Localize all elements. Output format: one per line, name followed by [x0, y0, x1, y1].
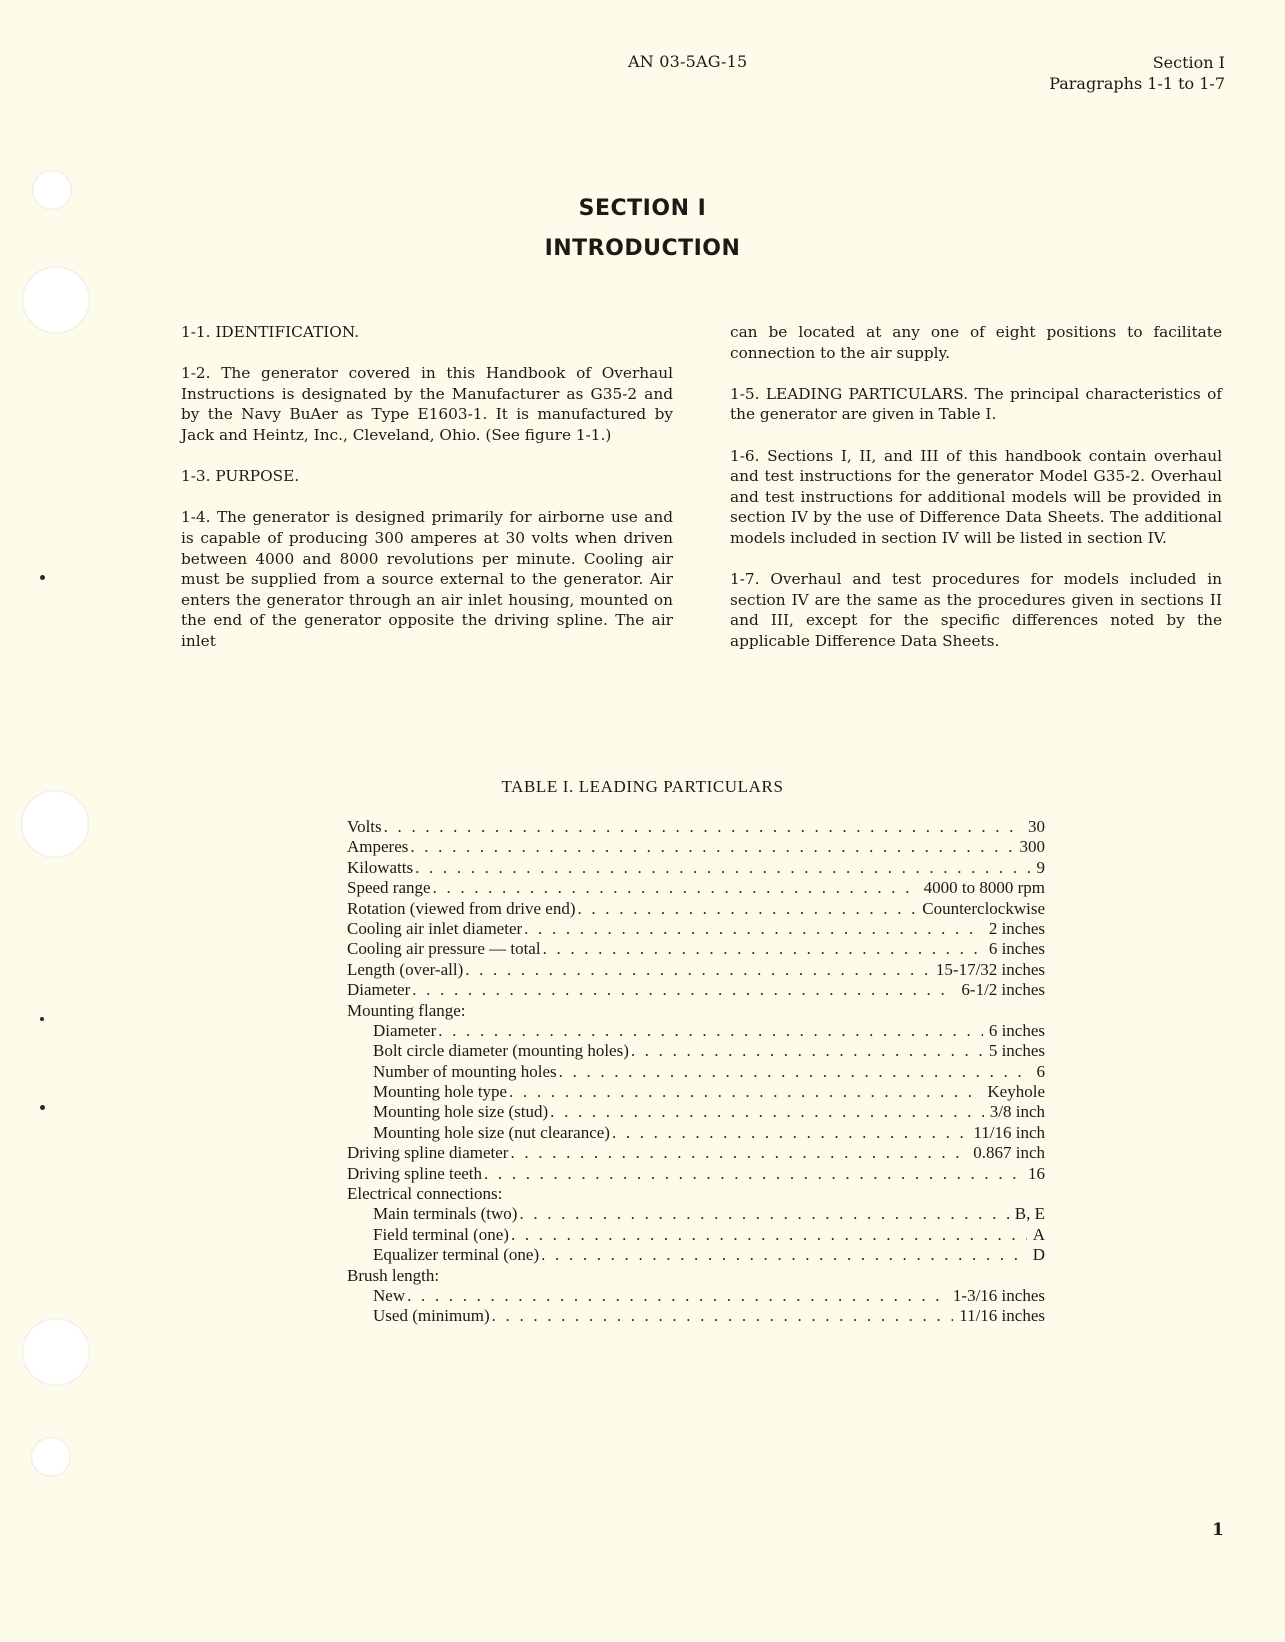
- table-row: [347, 1245, 1045, 1265]
- table-row: [347, 1021, 1045, 1041]
- row-value: A: [1032, 1224, 1045, 1244]
- paragraph-range: Paragraphs 1-1 to 1-7: [1049, 74, 1225, 93]
- dot-leader: [541, 1245, 1027, 1265]
- row-value: D: [1032, 1245, 1045, 1265]
- paragraph-1-1: 1-1. IDENTIFICATION.: [181, 323, 360, 341]
- dot-leader: [543, 939, 983, 959]
- paragraph-1-3: 1-3. PURPOSE.: [181, 467, 300, 486]
- scan-mark: [40, 1017, 44, 1021]
- row-label: Speed range: [347, 878, 431, 898]
- table-row: [347, 899, 1045, 919]
- table-row: [347, 1041, 1045, 1061]
- row-value: 300: [1019, 837, 1045, 857]
- table-row: [347, 1143, 1045, 1163]
- paragraph-1-7: 1-7. Overhaul and test procedures for models included in section IV are the same as the procedures given in sections II and III, except for the specific differences noted by the applicable Difference Data Sheets.: [730, 570, 1222, 650]
- table-row: [347, 1225, 1045, 1245]
- group-label: Mounting flange:: [347, 1000, 466, 1020]
- row-label: Mounting hole size (stud): [373, 1102, 549, 1122]
- row-value: 6 inches: [988, 939, 1045, 959]
- section-reference: [1049, 52, 1225, 94]
- row-label: Rotation (viewed from drive end): [347, 898, 576, 918]
- dot-leader: [415, 858, 1030, 878]
- left-column: [181, 322, 673, 672]
- row-value: 11/16 inches: [959, 1306, 1045, 1326]
- row-label: Amperes: [347, 837, 409, 857]
- page-number: 1: [1212, 1520, 1224, 1540]
- table-row: [347, 980, 1045, 1000]
- paragraph-1-2: 1-2. The generator covered in this Handbook of Overhaul Instructions is designated by the Manufacturer as G35-2 and by the Navy BuAer as Type E1603-1. It is manufactured by Jack and Heintz, Inc., Cleveland, Ohio. (See figure 1-1.): [181, 364, 673, 444]
- row-value: 30: [1028, 817, 1045, 836]
- dot-leader: [412, 980, 955, 1000]
- table-row: [347, 1102, 1045, 1122]
- dot-leader: [578, 899, 917, 919]
- table-row: [347, 919, 1045, 939]
- dot-leader: [519, 1204, 1008, 1224]
- row-value: B, E: [1014, 1204, 1045, 1224]
- row-label: Field terminal (one): [373, 1224, 509, 1244]
- row-label: Cooling air pressure — total: [347, 939, 541, 959]
- table-row: [347, 939, 1045, 959]
- right-column: [730, 322, 1222, 672]
- dot-leader: [524, 919, 983, 939]
- dot-leader: [465, 960, 930, 980]
- table-group-header: [347, 1001, 1045, 1021]
- dot-leader: [612, 1123, 967, 1143]
- dot-leader: [511, 1225, 1027, 1245]
- table-title: TABLE I. LEADING PARTICULARS: [501, 777, 784, 796]
- row-value: Keyhole: [987, 1082, 1045, 1102]
- row-value: 3/8 inch: [989, 1102, 1045, 1122]
- row-label: Mounting hole type: [373, 1082, 508, 1102]
- table-row: [347, 817, 1045, 837]
- row-label: Driving spline teeth: [347, 1163, 483, 1183]
- paragraph-1-5: 1-5. LEADING PARTICULARS. The principal characteristics of the generator are given in Table I.: [730, 384, 1222, 424]
- row-value: 6 inches: [988, 1020, 1045, 1040]
- dot-leader: [407, 1286, 947, 1306]
- table-row: [347, 960, 1045, 980]
- row-value: 11/16 inch: [973, 1122, 1045, 1142]
- dot-leader: [438, 1021, 983, 1041]
- table-row: [347, 1286, 1045, 1306]
- dot-leader: [559, 1062, 1031, 1082]
- row-label: Diameter: [373, 1020, 437, 1040]
- group-label: Electrical connections:: [347, 1184, 503, 1204]
- row-value: 0.867 inch: [973, 1143, 1045, 1163]
- paragraph-1-4-continued: can be located at any one of eight positions to facilitate connection to the air supply.: [730, 323, 1222, 362]
- row-value: 6-1/2 inches: [961, 980, 1045, 1000]
- table-row: [347, 837, 1045, 857]
- section-title: SECTION I: [578, 196, 707, 221]
- row-value: Counterclockwise: [922, 898, 1045, 918]
- paragraph-1-6: 1-6. Sections I, II, and III of this handbook contain overhaul and test instructions for the generator Model G35-2. Overhaul and test instructions for additional models will be provided in section IV by the use of Difference Data Sheets. The additional models included in section IV will be listed in section IV.: [730, 446, 1222, 547]
- dot-leader: [509, 1082, 981, 1102]
- document-number: AN 03-5AG-15: [628, 52, 748, 71]
- row-label: Used (minimum): [373, 1306, 490, 1326]
- punch-hole: [22, 266, 90, 334]
- table-row: [347, 1306, 1045, 1326]
- row-label: Main terminals (two): [373, 1204, 518, 1224]
- row-label: Volts: [347, 817, 382, 836]
- punch-hole: [21, 790, 89, 858]
- punch-hole: [31, 1437, 71, 1477]
- row-value: 1-3/16 inches: [952, 1285, 1045, 1305]
- row-value: 9: [1036, 857, 1045, 877]
- leading-particulars-table: [347, 817, 1045, 1327]
- dot-leader: [631, 1041, 983, 1061]
- row-value: 2 inches: [988, 918, 1045, 938]
- row-label: Mounting hole size (nut clearance): [373, 1122, 610, 1142]
- row-value: 5 inches: [988, 1041, 1045, 1061]
- dot-leader: [510, 1143, 967, 1163]
- row-value: 6: [1036, 1061, 1045, 1081]
- dot-leader: [433, 878, 918, 898]
- row-value: 16: [1028, 1163, 1045, 1183]
- row-label: Bolt circle diameter (mounting holes): [373, 1041, 629, 1061]
- row-label: Number of mounting holes: [373, 1061, 557, 1081]
- section-label: Section I: [1152, 53, 1225, 72]
- paragraph-1-4: 1-4. The generator is designed primarily for airborne use and is capable of producing 300 amperes at 30 volts when driven between 4000 and 8000 revolutions per minute. Cooling air must be supplied from a source external to the generator. Air enters the generator through an air inlet housing, mounted on the end of the generator opposite the driving spline. The air inlet: [181, 508, 673, 650]
- table-group-header: [347, 1184, 1045, 1204]
- dot-leader: [384, 817, 1022, 837]
- table-group-header: [347, 1266, 1045, 1286]
- row-label: Equalizer terminal (one): [373, 1245, 540, 1265]
- table-row: [347, 858, 1045, 878]
- row-label: Driving spline diameter: [347, 1143, 509, 1163]
- section-name: INTRODUCTION: [544, 236, 741, 261]
- dot-leader: [492, 1306, 954, 1326]
- scan-mark: [40, 1105, 45, 1110]
- row-value: 4000 to 8000 rpm: [923, 878, 1045, 898]
- table-row: [347, 1062, 1045, 1082]
- table-row: [347, 1123, 1045, 1143]
- dot-leader: [484, 1164, 1022, 1184]
- punch-hole: [22, 1318, 90, 1386]
- table-row: [347, 1082, 1045, 1102]
- row-label: Length (over-all): [347, 959, 464, 979]
- row-label: Cooling air inlet diameter: [347, 918, 523, 938]
- row-value: 15-17/32 inches: [935, 959, 1045, 979]
- table-row: [347, 1204, 1045, 1224]
- dot-leader: [410, 837, 1013, 857]
- table-row: [347, 878, 1045, 898]
- dot-leader: [550, 1102, 984, 1122]
- row-label: Diameter: [347, 980, 411, 1000]
- group-label: Brush length:: [347, 1265, 440, 1285]
- scan-mark: [40, 575, 45, 580]
- row-label: New: [373, 1285, 406, 1305]
- row-label: Kilowatts: [347, 857, 414, 877]
- table-row: [347, 1164, 1045, 1184]
